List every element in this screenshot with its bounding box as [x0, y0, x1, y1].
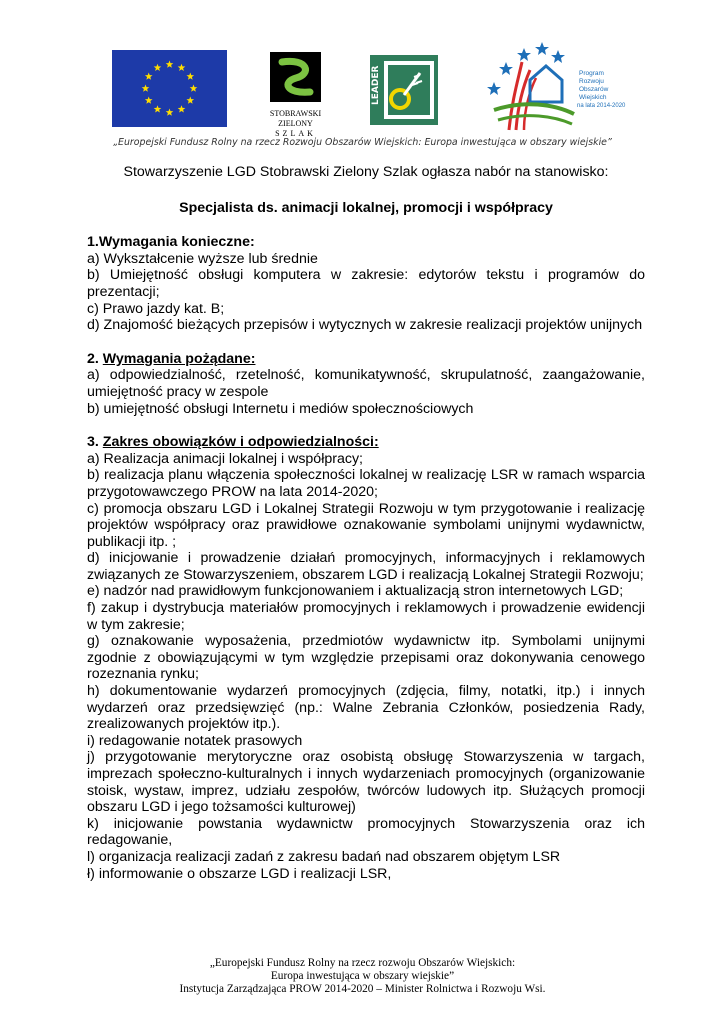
section-preferred-heading	[87, 351, 645, 368]
duty-item: f) zakup i dystrybucja materiałów promocyjnych i reklamowych i prowadzenie ewidencji w tym zakresie;	[87, 600, 645, 633]
section-required-list	[87, 251, 645, 334]
document-body	[87, 160, 645, 882]
duty-item: l) organizacja realizacji zadań z zakresu badań nad obszarem objętym LSR	[87, 848, 561, 865]
section-preferred	[87, 351, 645, 417]
duty-item: a) Realizacja animacji lokalnej i współpracy;	[87, 450, 363, 467]
required-item: b) Umiejętność obsługi komputera w zakresie: edytorów tekstu i programów do prezentacji;	[87, 267, 645, 300]
footer	[0, 957, 725, 996]
footer-line1: „Europejski Fundusz Rolny na rzecz rozwoju Obszarów Wiejskich:	[209, 957, 516, 969]
section-required-heading: 1.Wymagania konieczne:	[87, 234, 255, 251]
eu-star-icon	[154, 64, 162, 71]
eu-star-icon	[166, 109, 174, 116]
eu-star-icon	[186, 73, 194, 80]
prow-line2: Rozwoju	[579, 78, 604, 85]
eu-star-icon	[178, 105, 186, 112]
section-duties	[87, 434, 645, 882]
section-preferred-list	[87, 367, 645, 417]
section-preferred-title: Wymagania pożądane:	[102, 350, 256, 367]
required-item: c) Prawo jazdy kat. B;	[87, 300, 225, 317]
section-duties-title: Zakres obowiązków i odpowiedzialności:	[102, 434, 379, 451]
preferred-item: a) odpowiedzialność, rzetelność, komunikatywność, skrupulatność, zaangażowanie, umiejętność pracy w zespole	[87, 367, 645, 400]
duty-item: e) nadzór nad prawidłowym funkcjonowaniem i aktualizacją stron internetowych LGD;	[87, 583, 624, 600]
required-item: a) Wykształcenie wyższe lub średnie	[87, 250, 318, 267]
duty-item: h) dokumentowanie wydarzeń promocyjnych (zdjęcia, filmy, notatki, itp.) i innych wydarzeń oraz przedsięwzięć (np.: Walne Zebrania Członków, posiedzenia Rady, zrealizowanych projektów itp.).	[87, 683, 645, 733]
footer-line3: Instytucja Zarządzająca PROW 2014-2020 – Minister Rolnictwa i Rozwoju Wsi.	[179, 983, 546, 995]
eu-star-icon	[142, 85, 150, 92]
stobrawski-line3: SZLAK	[275, 129, 316, 138]
job-title: Specjalista ds. animacji lokalnej, promocji i współpracy	[179, 199, 553, 216]
prow-logo	[484, 40, 626, 135]
announcement: Stowarzyszenie LGD Stobrawski Zielony Szlak ogłasza nabór na stanowisko:	[123, 164, 609, 180]
eu-star-icon	[178, 64, 186, 71]
duty-item: c) promocja obszaru LGD i Lokalnej Strategii Rozwoju w tym przygotowanie i realizację projektów współpracy oraz prawidłowe oznakowanie symbolami unijnymi wydawnictw, publikacji itp. ;	[87, 500, 645, 550]
duty-item: b) realizacja planu włączenia społeczności lokalnej w realizację LSR w ramach wsparcia przygotowawczego PROW na lata 2014-2020;	[87, 467, 645, 500]
duty-item: ł) informowanie o obszarze LGD i realizacji LSR,	[87, 865, 392, 882]
eu-star-icon	[186, 97, 194, 104]
section-required	[87, 234, 645, 334]
preferred-item: b) umiejętność obsługi Internetu i mediów społecznościowych	[87, 400, 474, 417]
prow-line5: na lata 2014-2020	[577, 103, 626, 109]
eu-star-icon	[154, 105, 162, 112]
prow-line1: Program	[579, 70, 604, 77]
stobrawski-zielony-szlak-logo	[268, 50, 323, 150]
eu-star-icon	[190, 85, 198, 92]
stobrawski-line2: ZIELONY	[278, 119, 313, 128]
eu-star-icon	[145, 97, 153, 104]
required-item: d) Znajomość bieżących przepisów i wytycznych w zakresie realizacji projektów unijnych	[87, 317, 643, 334]
duty-item: k) inicjowanie powstania wydawnictw promocyjnych Stowarzyszenia oraz ich redagowanie,	[87, 815, 645, 849]
prow-stars-icon	[487, 42, 565, 95]
leader-text: LEADER	[371, 65, 381, 105]
duty-item: j) przygotowanie merytoryczne oraz osobistą obsługę Stowarzyszenia w targach, imprezach społeczno-kulturalnych i innych wydarzeniach promocyjnych (organizowanie stoisk, wystaw, imprez, udziału zespołów, twórców ludowych itp. Służących promocji obszaru LGD i jego tożsamości kulturowej)	[87, 749, 645, 816]
leader-logo	[370, 55, 438, 125]
prow-line4: Wiejskich	[579, 94, 607, 101]
logo-bar	[0, 40, 725, 138]
duty-item: d) inicjowanie i prowadzenie działań promocyjnych, informacyjnych i reklamowych związanych ze Stowarzyszeniem, obszarem LGD i realizacją Lokalnej Strategii Rozwoju;	[87, 550, 645, 583]
prow-line3: Obszarów	[579, 86, 609, 93]
duty-item: i) redagowanie notatek prasowych	[87, 732, 303, 749]
footer-line2: Europa inwestująca w obszary wiejskie”	[270, 970, 455, 982]
duty-item: g) oznakowanie wyposażenia, przedmiotów wydawnictw itp. Symbolami unijnymi zgodnie z obowiązującymi w tym względzie przepisami oraz dokonywania cenowego rozeznania rynku;	[87, 633, 645, 683]
header-tagline: „Europejski Fundusz Rolny na rzecz Rozwoju Obszarów Wiejskich: Europa inwestująca w obszary wiejskie”	[113, 137, 612, 148]
eu-flag-icon	[112, 50, 227, 127]
eu-star-icon	[166, 61, 174, 68]
section-preferred-number: 2.	[87, 350, 103, 367]
section-duties-list	[87, 451, 645, 882]
eu-star-icon	[145, 73, 153, 80]
stobrawski-line1: STOBRAWSKI	[269, 109, 322, 118]
section-duties-heading	[87, 434, 645, 451]
section-duties-number: 3.	[87, 434, 103, 451]
